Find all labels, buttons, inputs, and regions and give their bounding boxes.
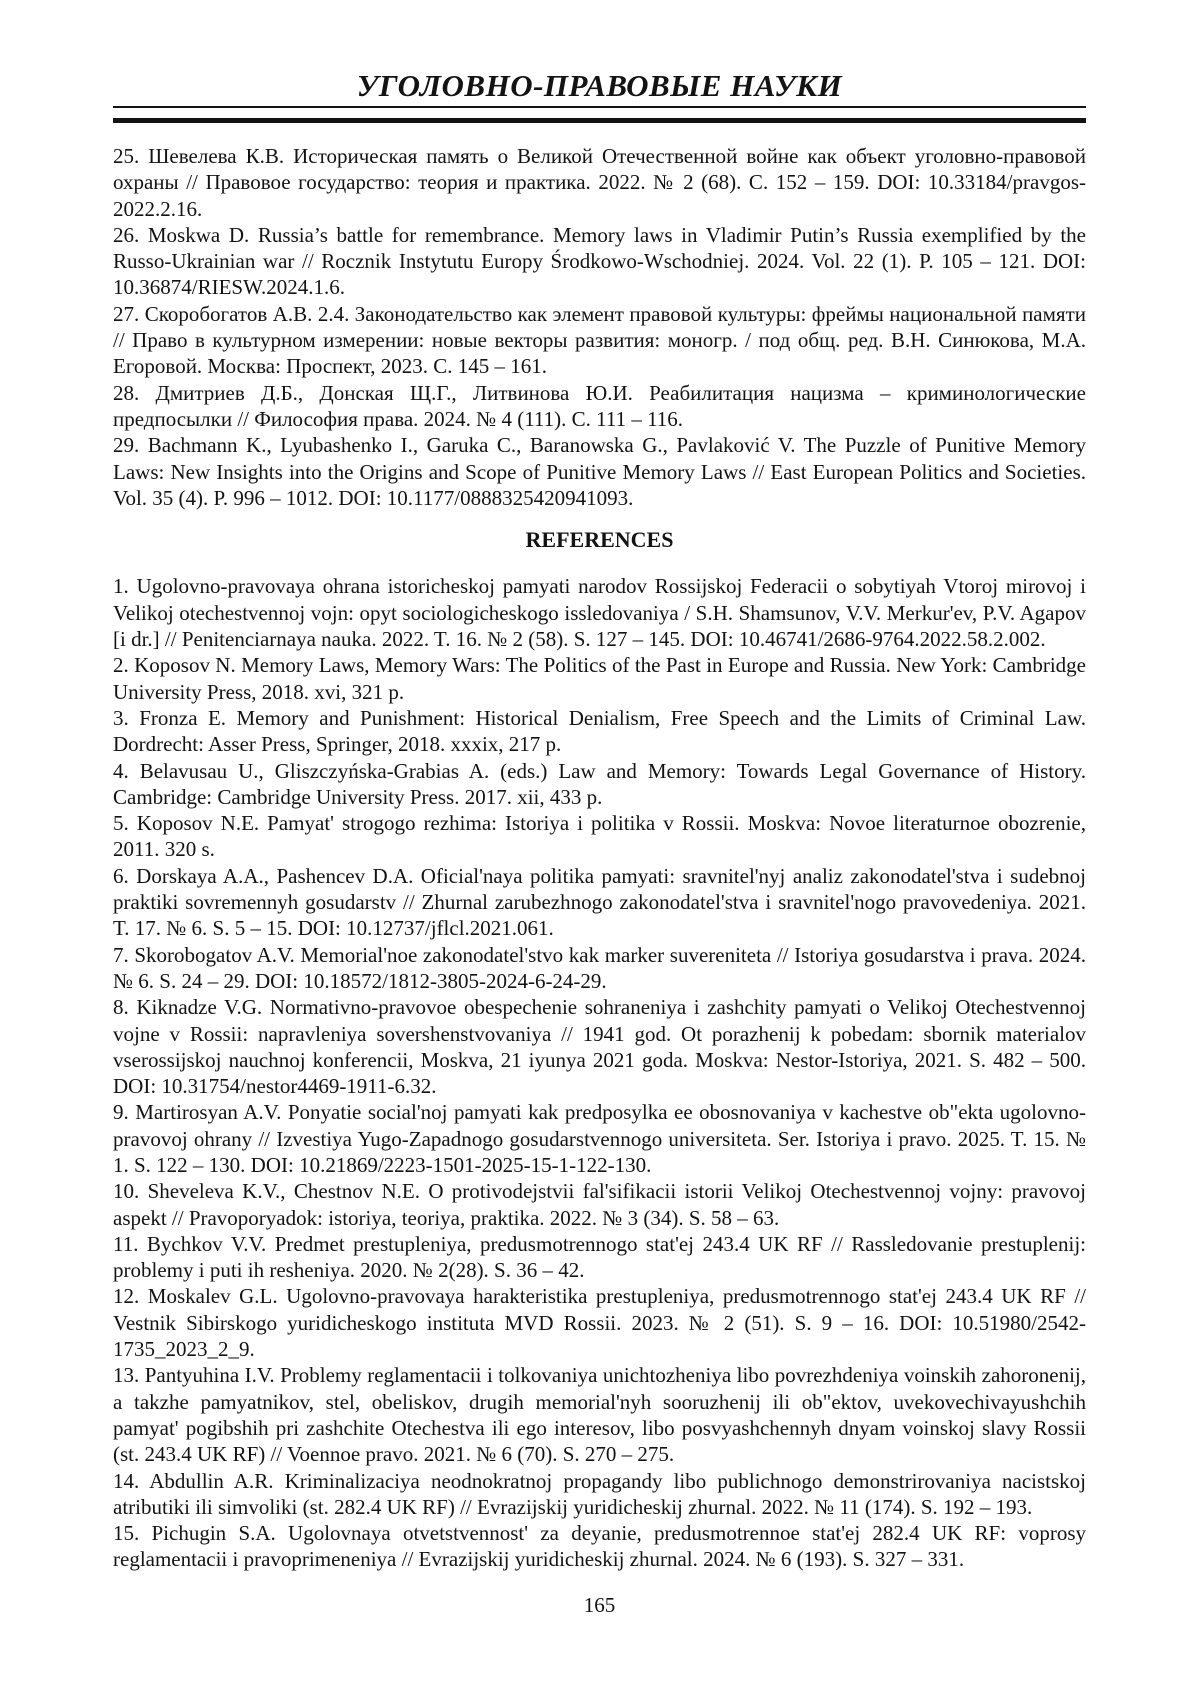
reference-entry: 9. Martirosyan A.V. Ponyatie social'noj pamyati kak predposylka ee obosnovaniya v kachestve ob"ekta ugolovno-pravovoj ohrany // Izvestiya Yugo-Zapadnogo gosudarstvennogo universiteta. Ser. Istoriya i pravo. 2025. T. 15. № 1. S. 122 – 130. DOI: 10.21869/2223-1501-2025-15-1-122-130. [113,1100,1086,1177]
running-head-title: УГОЛОВНО-ПРАВОВЫЕ НАУКИ [356,68,843,103]
reference-entry: 1. Ugolovno-pravovaya ohrana istoricheskoj pamyati narodov Rossijskoj Federacii o sobytiyah Vtoroj mirovoj i Velikoj otechestvennoj vojn: opyt sociologicheskogo issledovaniya / S.H. Shamsunov, V.V. Merkur'ev, P.V. Agapov [i dr.] // Penitenciarnaya nauka. 2022. T. 16. № 2 (58). S. 127 – 145. DOI: 10.46741/2686-9764.2022.58.2.002. [113,574,1086,652]
reference-entry: 15. Pichugin S.A. Ugolovnaya otvetstvennost' za deyanie, predusmotrennoe stat'ej 282.4 UK RF: voprosy reglamentacii i pravoprimeneniya // Evrazijskij yuridicheskij zhurnal. 2024. № 6 (193). S. 327 – 331. [113,1521,1086,1572]
reference-entry: 5. Koposov N.E. Pamyat' strogogo rezhima: Istoriya i politika v Rossii. Moskva: Novoe literaturnoe obozrenie, 2011. 320 s. [113,811,1086,862]
reference-entry: 7. Skorobogatov A.V. Memorial'noe zakonodatel'stvo kak marker suvereniteta // Istoriya gosudarstva i prava. 2024. № 6. S. 24 – 29. DOI: 10.18572/1812-3805-2024-6-24-29. [113,942,1086,993]
reference-entry: 26. Moskwa D. Russia’s battle for remembrance. Memory laws in Vladimir Putin’s Russia exemplified by the Russo-Ukrainian war // Rocznik Instytutu Europy Środkowo-Wschodniej. 2024. Vol. 22 (1). P. 105 – 121. DOI: 10.36874/RIESW.2024.1.6. [113,222,1086,300]
bibliography-russian-list [113,143,1086,511]
reference-entry: 25. Шевелева К.В. Историческая память о Великой Отечественной войне как объект уголовно-правовой охраны // Правовое государство: теория и практика. 2022. № 2 (68). С. 152 – 159. DOI: 10.33184/pravgos-2022.2.16. [113,144,1086,221]
reference-entry: 14. Abdullin A.R. Kriminalizaciya neodnokratnoj propagandy libo publichnogo demonstrirovaniya nacistskoj atributiki ili simvoliki (st. 282.4 UK RF) // Evrazijskij yuridicheskij zhurnal. 2022. № 11 (174). S. 192 – 193. [113,1468,1086,1519]
reference-entry: 11. Bychkov V.V. Predmet prestupleniya, predusmotrennogo stat'ej 243.4 UK RF // Rassledovanie prestuplenij: problemy i puti ih resheniya. 2020. № 2(28). S. 36 – 42. [113,1231,1086,1283]
reference-entry: 3. Fronza E. Memory and Punishment: Historical Denialism, Free Speech and the Limits of Criminal Law. Dordrecht: Asser Press, Springer, 2018. xxxix, 217 p. [113,705,1086,757]
reference-entry: 4. Belavusau U., Gliszczyńska-Grabias A. (eds.) Law and Memory: Towards Legal Governance of History. Cambridge: Cambridge University Press. 2017. xii, 433 p. [113,758,1086,809]
reference-entry: 10. Sheveleva K.V., Chestnov N.E. O protivodejstvii fal'sifikacii istorii Velikoj Otechestvennoj vojny: pravovoj aspekt // Pravoporyadok: istoriya, teoriya, praktika. 2022. № 3 (34). S. 58 – 63. [113,1179,1086,1230]
reference-entry: 6. Dorskaya A.A., Pashencev D.A. Oficial'naya politika pamyati: sravnitel'nyj analiz zakonodatel'stva i sudebnoj praktiki sovremennyh gosudarstv // Zhurnal zarubezhnogo zakonodatel'stva i sravnitel'nogo pravovedeniya. 2021. T. 17. № 6. S. 5 – 15. DOI: 10.12737/jflcl.2021.061. [113,863,1086,941]
references-transliterated-list [113,573,1086,1572]
reference-entry: 12. Moskalev G.L. Ugolovno-pravovaya harakteristika prestupleniya, predusmotrennogo stat'ej 243.4 UK RF // Vestnik Sibirskogo yuridicheskogo instituta MVD Rossii. 2023. № 2 (51). S. 9 – 16. DOI: 10.51980/2542-1735_2023_2_9. [113,1284,1086,1362]
header-divider-rule [113,106,1086,123]
reference-entry: 29. Bachmann K., Lyubashenko I., Garuka C., Baranowska G., Pavlaković V. The Puzzle of Punitive Memory Laws: New Insights into the Origins and Scope of Punitive Memory Laws // East European Politics and Societies. Vol. 35 (4). P. 996 – 1012. DOI: 10.1177/0888325420941093. [113,433,1086,510]
reference-entry: 13. Pantyuhina I.V. Problemy reglamentacii i tolkovaniya unichtozheniya libo povrezhdeniya voinskih zahoronenij, a takzhe pamyatnikov, stel, obeliskov, drugih memorial'nyh sooruzhenij ili ob"ektov, uvekovechivayushchih pamyat' pogibshih pri zashchite Otechestva ili ego interesov, libo posvyashchennyh dnyam voinskoj slavy Rossii (st. 243.4 UK RF) // Voennoe pravo. 2021. № 6 (70). S. 270 – 275. [113,1363,1086,1467]
reference-entry: 27. Скоробогатов А.В. 2.4. Законодательство как элемент правовой культуры: фреймы национальной памяти // Право в культурном измерении: новые векторы развития: моногр. / под общ. ред. В.Н. Синюкова, М.А. Егоровой. Москва: Проспект, 2023. С. 145 – 161. [113,301,1086,379]
page-content [113,0,1086,1617]
reference-entry: 8. Kiknadze V.G. Normativno-pravovoe obespechenie sohraneniya i zashchity pamyati o Velikoj Otechestvennoj vojne v Rossii: napravleniya sovershenstvovaniya // 1941 god. Ot porazhenij k pobedam: sbornik materialov vserossijskoj nauchnoj konferencii, Moskva, 21 iyunya 2021 goda. Moskva: Nestor-Istoriya, 2021. S. 482 – 500. DOI: 10.31754/nestor4469-1911-6.32. [113,995,1086,1099]
page-number: 165 [583,1593,616,1617]
references-heading: REFERENCES [525,527,674,553]
reference-entry: 2. Koposov N. Memory Laws, Memory Wars: The Politics of the Past in Europe and Russia. New York: Cambridge University Press, 2018. xvi, 321 p. [113,653,1086,704]
reference-entry: 28. Дмитриев Д.Б., Донская Щ.Г., Литвинова Ю.И. Реабилитация нацизма – криминологические предпосылки // Философия права. 2024. № 4 (111). С. 111 – 116. [113,380,1086,431]
